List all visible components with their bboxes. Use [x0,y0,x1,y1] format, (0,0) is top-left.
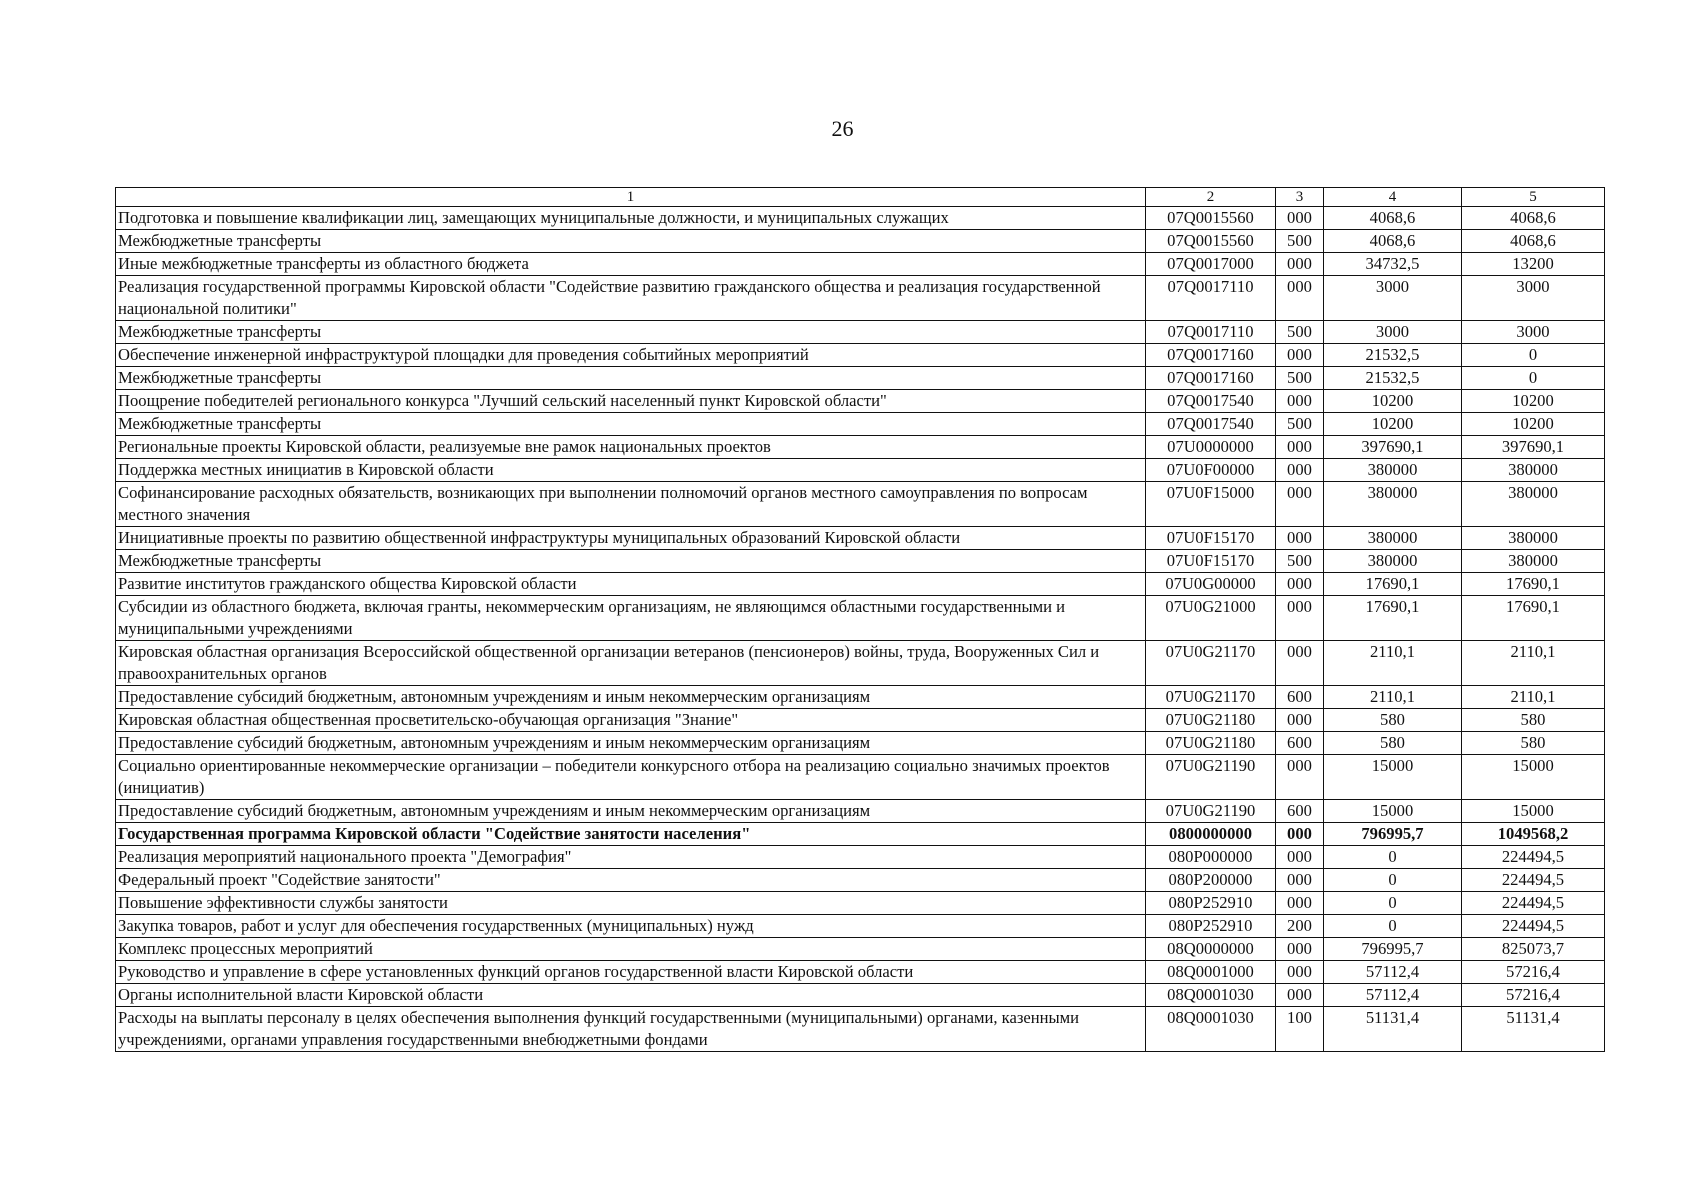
target-code-cell: 080P252910 [1146,892,1276,915]
amount-col5-cell: 57216,4 [1462,961,1605,984]
expense-type-cell: 000 [1276,641,1324,686]
target-code-cell: 08Q0001030 [1146,984,1276,1007]
target-code-cell: 0800000000 [1146,823,1276,846]
amount-col5-cell: 397690,1 [1462,436,1605,459]
expense-type-cell: 000 [1276,276,1324,321]
item-name-cell: Предоставление субсидий бюджетным, автономным учреждениям и иным некоммерческим организациям [116,732,1146,755]
amount-col5-cell: 380000 [1462,527,1605,550]
expense-type-cell: 000 [1276,709,1324,732]
target-code-cell: 07U0F15170 [1146,527,1276,550]
item-name-cell: Государственная программа Кировской области "Содействие занятости населения" [116,823,1146,846]
table-row [116,367,1605,390]
expense-type-cell: 000 [1276,823,1324,846]
amount-col5-cell: 3000 [1462,321,1605,344]
amount-col4-cell: 397690,1 [1324,436,1462,459]
item-name-cell: Обеспечение инженерной инфраструктурой площадки для проведения событийных мероприятий [116,344,1146,367]
amount-col4-cell: 796995,7 [1324,823,1462,846]
amount-col4-cell: 51131,4 [1324,1007,1462,1052]
header-row [116,188,1605,207]
item-name-cell: Межбюджетные трансферты [116,413,1146,436]
target-code-cell: 07Q0015560 [1146,207,1276,230]
table-row [116,823,1605,846]
target-code-cell: 07U0G21190 [1146,800,1276,823]
item-name-cell: Региональные проекты Кировской области, реализуемые вне рамок национальных проектов [116,436,1146,459]
amount-col5-cell: 13200 [1462,253,1605,276]
expense-type-cell: 000 [1276,207,1324,230]
table-row [116,709,1605,732]
amount-col5-cell: 224494,5 [1462,892,1605,915]
table-row [116,961,1605,984]
expense-type-cell: 000 [1276,869,1324,892]
target-code-cell: 07U0F00000 [1146,459,1276,482]
expense-type-cell: 500 [1276,367,1324,390]
target-code-cell: 07U0F15000 [1146,482,1276,527]
target-code-cell: 07U0G00000 [1146,573,1276,596]
amount-col4-cell: 0 [1324,915,1462,938]
amount-col4-cell: 380000 [1324,527,1462,550]
amount-col5-cell: 2110,1 [1462,641,1605,686]
table-row [116,755,1605,800]
amount-col4-cell: 10200 [1324,390,1462,413]
item-name-cell: Предоставление субсидий бюджетным, автономным учреждениям и иным некоммерческим организациям [116,800,1146,823]
item-name-cell: Закупка товаров, работ и услуг для обеспечения государственных (муниципальных) нужд [116,915,1146,938]
table-row [116,413,1605,436]
amount-col5-cell: 1049568,2 [1462,823,1605,846]
amount-col5-cell: 224494,5 [1462,869,1605,892]
item-name-cell: Кировская областная организация Всероссийской общественной организации ветеранов (пенсионеров) войны, труда, Вооруженных Сил и правоохранительных органов [116,641,1146,686]
item-name-cell: Межбюджетные трансферты [116,230,1146,253]
amount-col5-cell: 825073,7 [1462,938,1605,961]
table-row [116,482,1605,527]
table-row [116,596,1605,641]
expense-type-cell: 000 [1276,573,1324,596]
amount-col5-cell: 10200 [1462,413,1605,436]
table-row [116,436,1605,459]
amount-col5-cell: 51131,4 [1462,1007,1605,1052]
table-row [116,984,1605,1007]
target-code-cell: 07U0000000 [1146,436,1276,459]
header-col-3: 3 [1276,188,1324,207]
amount-col4-cell: 3000 [1324,276,1462,321]
amount-col5-cell: 17690,1 [1462,596,1605,641]
expense-type-cell: 500 [1276,413,1324,436]
amount-col4-cell: 0 [1324,846,1462,869]
amount-col4-cell: 4068,6 [1324,207,1462,230]
amount-col4-cell: 15000 [1324,800,1462,823]
amount-col4-cell: 3000 [1324,321,1462,344]
amount-col5-cell: 580 [1462,732,1605,755]
page-number: 26 [831,116,854,141]
amount-col4-cell: 57112,4 [1324,984,1462,1007]
target-code-cell: 07Q0015560 [1146,230,1276,253]
amount-col4-cell: 57112,4 [1324,961,1462,984]
target-code-cell: 07U0G21190 [1146,755,1276,800]
expense-type-cell: 000 [1276,459,1324,482]
table-row [116,321,1605,344]
target-code-cell: 07U0F15170 [1146,550,1276,573]
item-name-cell: Межбюджетные трансферты [116,367,1146,390]
table-row [116,390,1605,413]
target-code-cell: 07Q0017110 [1146,276,1276,321]
target-code-cell: 07Q0017540 [1146,413,1276,436]
amount-col4-cell: 17690,1 [1324,573,1462,596]
target-code-cell: 07Q0017110 [1146,321,1276,344]
amount-col4-cell: 2110,1 [1324,686,1462,709]
item-name-cell: Софинансирование расходных обязательств, возникающих при выполнении полномочий органов местного самоуправления по вопросам местного значения [116,482,1146,527]
amount-col5-cell: 17690,1 [1462,573,1605,596]
table-row [116,1007,1605,1052]
amount-col5-cell: 15000 [1462,800,1605,823]
amount-col5-cell: 4068,6 [1462,230,1605,253]
item-name-cell: Федеральный проект "Содействие занятости" [116,869,1146,892]
target-code-cell: 07Q0017540 [1146,390,1276,413]
amount-col4-cell: 380000 [1324,550,1462,573]
expense-type-cell: 000 [1276,436,1324,459]
table-row [116,800,1605,823]
item-name-cell: Поддержка местных инициатив в Кировской области [116,459,1146,482]
expense-type-cell: 100 [1276,1007,1324,1052]
amount-col4-cell: 380000 [1324,482,1462,527]
item-name-cell: Реализация мероприятий национального проекта "Демография" [116,846,1146,869]
expense-type-cell: 500 [1276,321,1324,344]
target-code-cell: 07U0G21000 [1146,596,1276,641]
amount-col4-cell: 580 [1324,732,1462,755]
target-code-cell: 08Q0000000 [1146,938,1276,961]
amount-col5-cell: 4068,6 [1462,207,1605,230]
item-name-cell: Межбюджетные трансферты [116,550,1146,573]
item-name-cell: Органы исполнительной власти Кировской области [116,984,1146,1007]
amount-col5-cell: 0 [1462,367,1605,390]
item-name-cell: Кировская областная общественная просветительско-обучающая организация "Знание" [116,709,1146,732]
amount-col4-cell: 580 [1324,709,1462,732]
amount-col5-cell: 10200 [1462,390,1605,413]
target-code-cell: 07Q0017000 [1146,253,1276,276]
item-name-cell: Предоставление субсидий бюджетным, автономным учреждениям и иным некоммерческим организациям [116,686,1146,709]
table-row [116,869,1605,892]
expense-type-cell: 000 [1276,984,1324,1007]
table-body [116,207,1605,1052]
target-code-cell: 07U0G21180 [1146,732,1276,755]
item-name-cell: Иные межбюджетные трансферты из областного бюджета [116,253,1146,276]
expense-type-cell: 600 [1276,686,1324,709]
amount-col5-cell: 224494,5 [1462,846,1605,869]
target-code-cell: 07U0G21170 [1146,686,1276,709]
target-code-cell: 07U0G21180 [1146,709,1276,732]
amount-col5-cell: 3000 [1462,276,1605,321]
table-row [116,846,1605,869]
amount-col5-cell: 380000 [1462,459,1605,482]
header-col-1: 1 [116,188,1146,207]
budget-table [115,187,1605,1052]
amount-col4-cell: 15000 [1324,755,1462,800]
amount-col5-cell: 2110,1 [1462,686,1605,709]
expense-type-cell: 000 [1276,390,1324,413]
table-row [116,938,1605,961]
table-row [116,230,1605,253]
expense-type-cell: 500 [1276,550,1324,573]
amount-col4-cell: 10200 [1324,413,1462,436]
expense-type-cell: 000 [1276,938,1324,961]
target-code-cell: 080P252910 [1146,915,1276,938]
expense-type-cell: 000 [1276,961,1324,984]
amount-col5-cell: 380000 [1462,550,1605,573]
item-name-cell: Реализация государственной программы Кировской области "Содействие развитию гражданского общества и реализация государственной национальной политики" [116,276,1146,321]
item-name-cell: Расходы на выплаты персоналу в целях обеспечения выполнения функций государственными (муниципальными) органами, казенными учреждениями, органами управления государственными внебюджетными фондами [116,1007,1146,1052]
table-row [116,732,1605,755]
amount-col4-cell: 21532,5 [1324,344,1462,367]
amount-col5-cell: 580 [1462,709,1605,732]
expense-type-cell: 000 [1276,253,1324,276]
amount-col4-cell: 2110,1 [1324,641,1462,686]
target-code-cell: 07Q0017160 [1146,344,1276,367]
amount-col4-cell: 34732,5 [1324,253,1462,276]
amount-col4-cell: 4068,6 [1324,230,1462,253]
expense-type-cell: 500 [1276,230,1324,253]
expense-type-cell: 200 [1276,915,1324,938]
amount-col4-cell: 17690,1 [1324,596,1462,641]
table-row [116,344,1605,367]
item-name-cell: Развитие институтов гражданского общества Кировской области [116,573,1146,596]
table-row [116,253,1605,276]
item-name-cell: Поощрение победителей регионального конкурса "Лучший сельский населенный пункт Кировской области" [116,390,1146,413]
target-code-cell: 080P000000 [1146,846,1276,869]
amount-col4-cell: 0 [1324,869,1462,892]
table-row [116,573,1605,596]
amount-col4-cell: 380000 [1324,459,1462,482]
expense-type-cell: 600 [1276,732,1324,755]
table-row [116,527,1605,550]
expense-type-cell: 000 [1276,527,1324,550]
item-name-cell: Повышение эффективности службы занятости [116,892,1146,915]
expense-type-cell: 000 [1276,596,1324,641]
amount-col4-cell: 21532,5 [1324,367,1462,390]
table-row [116,686,1605,709]
target-code-cell: 080P200000 [1146,869,1276,892]
item-name-cell: Подготовка и повышение квалификации лиц, замещающих муниципальные должности, и муниципальных служащих [116,207,1146,230]
amount-col5-cell: 0 [1462,344,1605,367]
item-name-cell: Социально ориентированные некоммерческие организации – победители конкурсного отбора на реализацию социально значимых проектов (инициатив) [116,755,1146,800]
expense-type-cell: 000 [1276,892,1324,915]
table-row [116,459,1605,482]
item-name-cell: Инициативные проекты по развитию общественной инфраструктуры муниципальных образований Кировской области [116,527,1146,550]
expense-type-cell: 600 [1276,800,1324,823]
amount-col4-cell: 796995,7 [1324,938,1462,961]
expense-type-cell: 000 [1276,482,1324,527]
table-row [116,207,1605,230]
item-name-cell: Межбюджетные трансферты [116,321,1146,344]
amount-col5-cell: 224494,5 [1462,915,1605,938]
item-name-cell: Руководство и управление в сфере установленных функций органов государственной власти Кировской области [116,961,1146,984]
target-code-cell: 08Q0001000 [1146,961,1276,984]
table-row [116,915,1605,938]
table-row [116,550,1605,573]
item-name-cell: Комплекс процессных мероприятий [116,938,1146,961]
amount-col4-cell: 0 [1324,892,1462,915]
header-col-2: 2 [1146,188,1276,207]
amount-col5-cell: 15000 [1462,755,1605,800]
expense-type-cell: 000 [1276,755,1324,800]
target-code-cell: 07Q0017160 [1146,367,1276,390]
expense-type-cell: 000 [1276,344,1324,367]
amount-col5-cell: 380000 [1462,482,1605,527]
table-row [116,641,1605,686]
header-col-4: 4 [1324,188,1462,207]
table-row [116,276,1605,321]
target-code-cell: 08Q0001030 [1146,1007,1276,1052]
amount-col5-cell: 57216,4 [1462,984,1605,1007]
table-row [116,892,1605,915]
target-code-cell: 07U0G21170 [1146,641,1276,686]
header-col-5: 5 [1462,188,1605,207]
item-name-cell: Субсидии из областного бюджета, включая гранты, некоммерческим организациям, не являющимся областными государственными и муниципальными учреждениями [116,596,1146,641]
expense-type-cell: 000 [1276,846,1324,869]
